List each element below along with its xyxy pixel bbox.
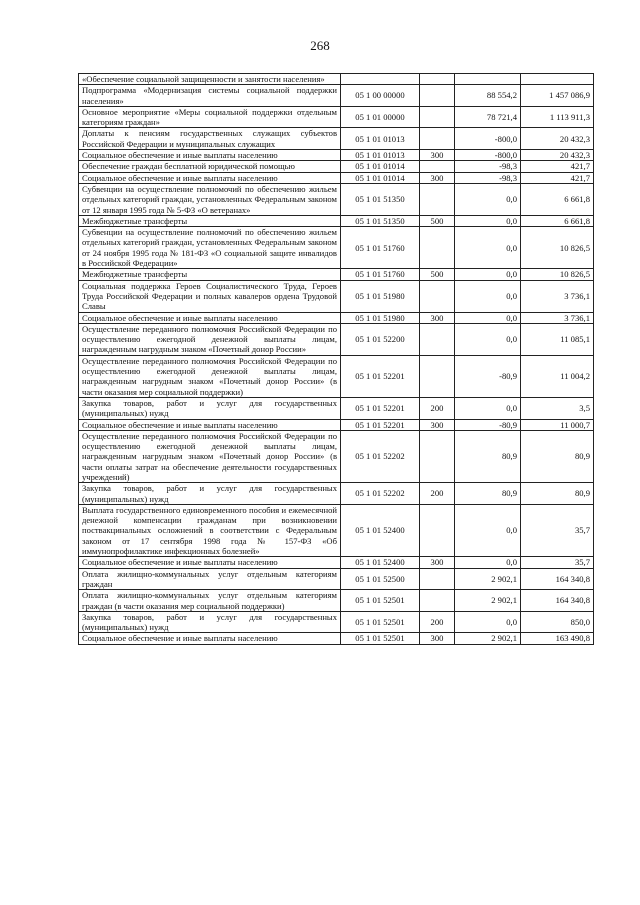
row-total-amount-cell: 421,7 (521, 172, 594, 183)
table-row (79, 172, 594, 183)
row-expense-type-cell: 300 (420, 150, 455, 161)
row-expense-type-cell (420, 504, 455, 556)
row-change-amount-cell: 0,0 (455, 269, 521, 280)
row-code-cell: 05 1 01 51760 (341, 269, 420, 280)
row-code-cell: 05 1 01 51350 (341, 215, 420, 226)
row-change-amount-cell: 88 554,2 (455, 85, 521, 107)
row-name-cell: Социальное обеспечение и иные выплаты населению (79, 312, 341, 323)
table-row (79, 128, 594, 150)
row-total-amount-cell: 850,0 (521, 611, 594, 633)
table-row (79, 483, 594, 505)
row-code-cell: 05 1 01 52200 (341, 323, 420, 355)
row-code-cell: 05 1 01 01013 (341, 150, 420, 161)
row-total-amount-cell: 3 736,1 (521, 312, 594, 323)
row-expense-type-cell (420, 183, 455, 215)
table-row (79, 74, 594, 85)
row-total-amount-cell: 10 826,5 (521, 269, 594, 280)
row-total-amount-cell: 3,5 (521, 397, 594, 419)
row-code-cell: 05 1 00 00000 (341, 85, 420, 107)
row-code-cell: 05 1 01 52201 (341, 397, 420, 419)
row-expense-type-cell: 500 (420, 215, 455, 226)
row-expense-type-cell (420, 161, 455, 172)
row-name-cell: Социальная поддержка Героев Социалистического Труда, Героев Труда Российской Федерации и полных кавалеров ордена Трудовой Славы (79, 280, 341, 312)
row-name-cell: Социальное обеспечение и иные выплаты населению (79, 150, 341, 161)
row-name-cell: «Обеспечение социальной защищенности и занятости населения» (79, 74, 341, 85)
row-code-cell: 05 1 01 01013 (341, 128, 420, 150)
row-total-amount-cell: 11 004,2 (521, 355, 594, 397)
row-expense-type-cell (420, 355, 455, 397)
row-name-cell: Осуществление переданного полномочия Российской Федерации по осуществлению ежегодной денежной выплаты лицам, награжденным нагрудным знаком «Почетный донор России» (в части оплаты затрат на обеспечение деятельности государственных учреждений) (79, 430, 341, 482)
row-change-amount-cell: 0,0 (455, 183, 521, 215)
table-row (79, 215, 594, 226)
table-row (79, 183, 594, 215)
row-code-cell: 05 1 01 52500 (341, 568, 420, 590)
row-name-cell: Социальное обеспечение и иные выплаты населению (79, 633, 341, 644)
row-name-cell: Основное мероприятие «Меры социальной поддержки отдельным категориям граждан» (79, 106, 341, 128)
budget-table-body (79, 74, 594, 645)
row-expense-type-cell: 500 (420, 269, 455, 280)
table-row (79, 633, 594, 644)
row-change-amount-cell: 0,0 (455, 215, 521, 226)
row-expense-type-cell (420, 227, 455, 269)
row-name-cell: Закупка товаров, работ и услуг для государственных (муниципальных) нужд (79, 483, 341, 505)
row-code-cell: 05 1 01 01014 (341, 161, 420, 172)
row-total-amount-cell: 6 661,8 (521, 183, 594, 215)
row-expense-type-cell: 300 (420, 419, 455, 430)
table-row (79, 355, 594, 397)
row-change-amount-cell: 0,0 (455, 323, 521, 355)
row-name-cell: Социальное обеспечение и иные выплаты населению (79, 419, 341, 430)
row-expense-type-cell: 300 (420, 557, 455, 568)
row-change-amount-cell: 80,9 (455, 430, 521, 482)
row-change-amount-cell: -80,9 (455, 355, 521, 397)
row-total-amount-cell: 3 736,1 (521, 280, 594, 312)
row-name-cell: Оплата жилищно-коммунальных услуг отдельным категориям граждан (в части оказания мер социальной поддержки) (79, 590, 341, 612)
row-code-cell: 05 1 01 52201 (341, 355, 420, 397)
table-row (79, 106, 594, 128)
row-expense-type-cell: 300 (420, 172, 455, 183)
row-code-cell: 05 1 01 52202 (341, 483, 420, 505)
row-total-amount-cell: 20 432,3 (521, 150, 594, 161)
table-row (79, 85, 594, 107)
row-expense-type-cell: 200 (420, 397, 455, 419)
table-row (79, 161, 594, 172)
budget-table (78, 73, 594, 645)
row-change-amount-cell: 0,0 (455, 557, 521, 568)
row-change-amount-cell: 0,0 (455, 504, 521, 556)
row-change-amount-cell: 2 902,1 (455, 568, 521, 590)
row-total-amount-cell: 164 340,8 (521, 590, 594, 612)
row-name-cell: Оплата жилищно-коммунальных услуг отдельным категориям граждан (79, 568, 341, 590)
row-change-amount-cell: -98,3 (455, 172, 521, 183)
row-total-amount-cell: 164 340,8 (521, 568, 594, 590)
row-total-amount-cell: 11 000,7 (521, 419, 594, 430)
row-name-cell: Социальное обеспечение и иные выплаты населению (79, 557, 341, 568)
row-change-amount-cell: 80,9 (455, 483, 521, 505)
row-total-amount-cell: 163 490,8 (521, 633, 594, 644)
row-expense-type-cell (420, 74, 455, 85)
row-code-cell: 05 1 01 52501 (341, 633, 420, 644)
row-change-amount-cell: 0,0 (455, 227, 521, 269)
row-expense-type-cell: 300 (420, 633, 455, 644)
row-total-amount-cell: 6 661,8 (521, 215, 594, 226)
row-code-cell: 05 1 01 52400 (341, 504, 420, 556)
row-code-cell: 05 1 01 52501 (341, 611, 420, 633)
row-name-cell: Субвенции на осуществление полномочий по обеспечению жильем отдельных категорий граждан, установленных Федеральным законом от 24 ноября 1995 года № 181-ФЗ «О социальной защите инвалидов в Российской Федерации» (79, 227, 341, 269)
row-change-amount-cell: 78 721,4 (455, 106, 521, 128)
row-name-cell: Закупка товаров, работ и услуг для государственных (муниципальных) нужд (79, 611, 341, 633)
row-change-amount-cell: 0,0 (455, 397, 521, 419)
table-row (79, 419, 594, 430)
row-total-amount-cell: 10 826,5 (521, 227, 594, 269)
row-code-cell: 05 1 01 51350 (341, 183, 420, 215)
row-expense-type-cell (420, 568, 455, 590)
row-expense-type-cell (420, 430, 455, 482)
row-code-cell: 05 1 01 51760 (341, 227, 420, 269)
row-change-amount-cell: -80,9 (455, 419, 521, 430)
row-name-cell: Межбюджетные трансферты (79, 269, 341, 280)
row-code-cell: 05 1 01 52202 (341, 430, 420, 482)
row-change-amount-cell: -800,0 (455, 150, 521, 161)
row-expense-type-cell (420, 85, 455, 107)
table-row (79, 504, 594, 556)
table-row (79, 280, 594, 312)
row-total-amount-cell (521, 74, 594, 85)
row-name-cell: Осуществление переданного полномочия Российской Федерации по осуществлению ежегодной денежной выплаты лицам, награжденным нагрудным знаком «Почетный донор России» (в части оказания мер социальной поддержки) (79, 355, 341, 397)
row-name-cell: Подпрограмма «Модернизация системы социальной поддержки населения» (79, 85, 341, 107)
row-change-amount-cell: 0,0 (455, 280, 521, 312)
row-name-cell: Осуществление переданного полномочия Российской Федерации по осуществлению ежегодной денежной выплаты лицам, награжденным нагрудным знаком «Почетный донор России» (79, 323, 341, 355)
row-change-amount-cell: -98,3 (455, 161, 521, 172)
table-row (79, 557, 594, 568)
table-row (79, 430, 594, 482)
row-total-amount-cell: 35,7 (521, 504, 594, 556)
row-name-cell: Социальное обеспечение и иные выплаты населению (79, 172, 341, 183)
row-expense-type-cell (420, 106, 455, 128)
page-number: 268 (310, 38, 330, 53)
table-row (79, 611, 594, 633)
table-row (79, 397, 594, 419)
row-expense-type-cell (420, 128, 455, 150)
row-expense-type-cell: 300 (420, 312, 455, 323)
table-row (79, 150, 594, 161)
row-total-amount-cell: 11 085,1 (521, 323, 594, 355)
table-row (79, 312, 594, 323)
row-name-cell: Обеспечение граждан бесплатной юридической помощью (79, 161, 341, 172)
row-total-amount-cell: 421,7 (521, 161, 594, 172)
row-code-cell: 05 1 01 52501 (341, 590, 420, 612)
row-expense-type-cell: 200 (420, 611, 455, 633)
row-expense-type-cell (420, 323, 455, 355)
row-expense-type-cell (420, 280, 455, 312)
row-name-cell: Субвенции на осуществление полномочий по обеспечению жильем отдельных категорий граждан, установленных Федеральным законом от 12 января 1995 года № 5-ФЗ «О ветеранах» (79, 183, 341, 215)
row-total-amount-cell: 35,7 (521, 557, 594, 568)
row-change-amount-cell: 2 902,1 (455, 590, 521, 612)
table-row (79, 323, 594, 355)
row-code-cell: 05 1 01 52201 (341, 419, 420, 430)
row-name-cell: Доплаты к пенсиям государственных служащих субъектов Российской Федерации и муниципальных служащих (79, 128, 341, 150)
row-total-amount-cell: 80,9 (521, 430, 594, 482)
table-row (79, 227, 594, 269)
row-code-cell: 05 1 01 01014 (341, 172, 420, 183)
row-change-amount-cell: 0,0 (455, 611, 521, 633)
row-expense-type-cell (420, 590, 455, 612)
row-code-cell: 05 1 01 52400 (341, 557, 420, 568)
row-expense-type-cell: 200 (420, 483, 455, 505)
table-row (79, 269, 594, 280)
row-total-amount-cell: 80,9 (521, 483, 594, 505)
row-code-cell: 05 1 01 00000 (341, 106, 420, 128)
row-total-amount-cell: 20 432,3 (521, 128, 594, 150)
row-name-cell: Выплата государственного единовременного пособия и ежемесячной денежной компенсации гражданам при возникновении поствакцинальных осложнений в соответствии с Федеральным законом от 17 сентября 1998 года № 157-ФЗ «Об иммунопрофилактике инфекционных болезней» (79, 504, 341, 556)
row-change-amount-cell (455, 74, 521, 85)
row-total-amount-cell: 1 457 086,9 (521, 85, 594, 107)
table-row (79, 568, 594, 590)
row-total-amount-cell: 1 113 911,3 (521, 106, 594, 128)
row-code-cell: 05 1 01 51980 (341, 280, 420, 312)
row-code-cell (341, 74, 420, 85)
table-row (79, 590, 594, 612)
row-name-cell: Межбюджетные трансферты (79, 215, 341, 226)
row-code-cell: 05 1 01 51980 (341, 312, 420, 323)
row-change-amount-cell: 2 902,1 (455, 633, 521, 644)
row-name-cell: Закупка товаров, работ и услуг для государственных (муниципальных) нужд (79, 397, 341, 419)
row-change-amount-cell: -800,0 (455, 128, 521, 150)
row-change-amount-cell: 0,0 (455, 312, 521, 323)
